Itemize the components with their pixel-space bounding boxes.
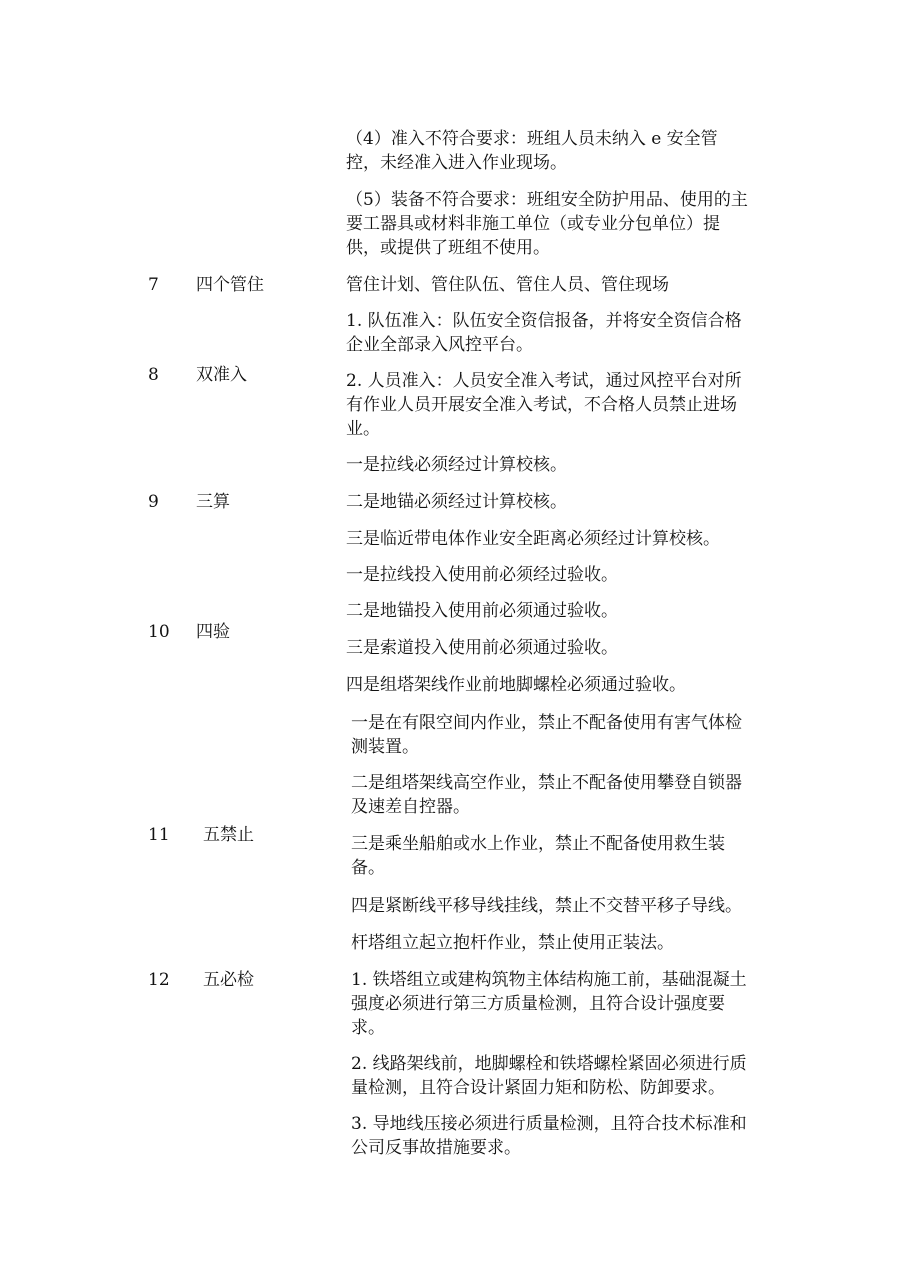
text-line: 管住计划、管住队伍、管住人员、管住现场 [346, 275, 669, 295]
row-title: 三算 [196, 492, 230, 512]
text-line: 强度必须进行第三方质量检测，且符合设计强度要 [351, 994, 725, 1014]
text-line: 要工器具或材料非施工单位（或专业分包单位）提 [346, 214, 720, 234]
text-line: 求。 [351, 1018, 385, 1038]
text-line: 业。 [346, 419, 380, 439]
text-line: 供，或提供了班组不使用。 [346, 238, 550, 258]
text-line: （5）装备不符合要求：班组安全防护用品、使用的主 [346, 190, 748, 210]
text-line: （4）准入不符合要求：班组人员未纳入 e 安全管 [346, 129, 718, 149]
row-title: 五必检 [203, 970, 254, 990]
text-line: 四是紧断线平移导线挂线，禁止不交替平移子导线。 [351, 896, 742, 916]
text-line: 二是地锚必须经过计算校核。 [346, 492, 567, 512]
text-line: 三是临近带电体作业安全距离必须经过计算校核。 [346, 529, 720, 549]
text-line: 备。 [351, 858, 385, 878]
text-line: 二是组塔架线高空作业，禁止不配备使用攀登自锁器 [351, 773, 742, 793]
text-line: 三是索道投入使用前必须通过验收。 [346, 638, 618, 658]
row-title: 五禁止 [203, 825, 254, 845]
row-title: 四验 [196, 622, 230, 642]
text-line: 3. 导地线压接必须进行质量检测，且符合技术标准和 [351, 1114, 747, 1134]
text-line: 有作业人员开展安全准入考试，不合格人员禁止进场 [346, 395, 737, 415]
text-line: 公司反事故措施要求。 [351, 1138, 521, 1158]
row-number: 8 [148, 365, 159, 385]
row-number: 10 [148, 622, 170, 642]
text-line: 一是拉线必须经过计算校核。 [346, 455, 567, 475]
text-line: 测装置。 [351, 737, 419, 757]
text-line: 杆塔组立起立抱杆作业，禁止使用正装法。 [351, 933, 674, 953]
text-line: 三是乘坐船舶或水上作业，禁止不配备使用救生装 [351, 834, 725, 854]
text-line: 1. 铁塔组立或建构筑物主体结构施工前，基础混凝土 [351, 970, 747, 990]
text-line: 四是组塔架线作业前地脚螺栓必须通过验收。 [346, 675, 686, 695]
text-line: 2. 人员准入：人员安全准入考试，通过风控平台对所 [346, 371, 742, 391]
row-number: 11 [148, 825, 170, 845]
text-line: 一是拉线投入使用前必须经过验收。 [346, 565, 618, 585]
text-line: 量检测，且符合设计紧固力矩和防松、防卸要求。 [351, 1078, 725, 1098]
text-line: 控，未经准入进入作业现场。 [346, 153, 567, 173]
text-line: 1. 队伍准入：队伍安全资信报备，并将安全资信合格 [346, 311, 742, 331]
row-title: 双准入 [196, 365, 247, 385]
text-line: 二是地锚投入使用前必须通过验收。 [346, 601, 618, 621]
text-line: 一是在有限空间内作业，禁止不配备使用有害气体检 [351, 713, 742, 733]
text-line: 2. 线路架线前，地脚螺栓和铁塔螺栓紧固必须进行质 [351, 1054, 747, 1074]
row-number: 9 [148, 492, 159, 512]
row-number: 7 [148, 275, 159, 295]
text-line: 企业全部录入风控平台。 [346, 335, 533, 355]
text-line: 及速差自控器。 [351, 797, 470, 817]
row-number: 12 [148, 970, 170, 990]
row-title: 四个管住 [196, 275, 264, 295]
